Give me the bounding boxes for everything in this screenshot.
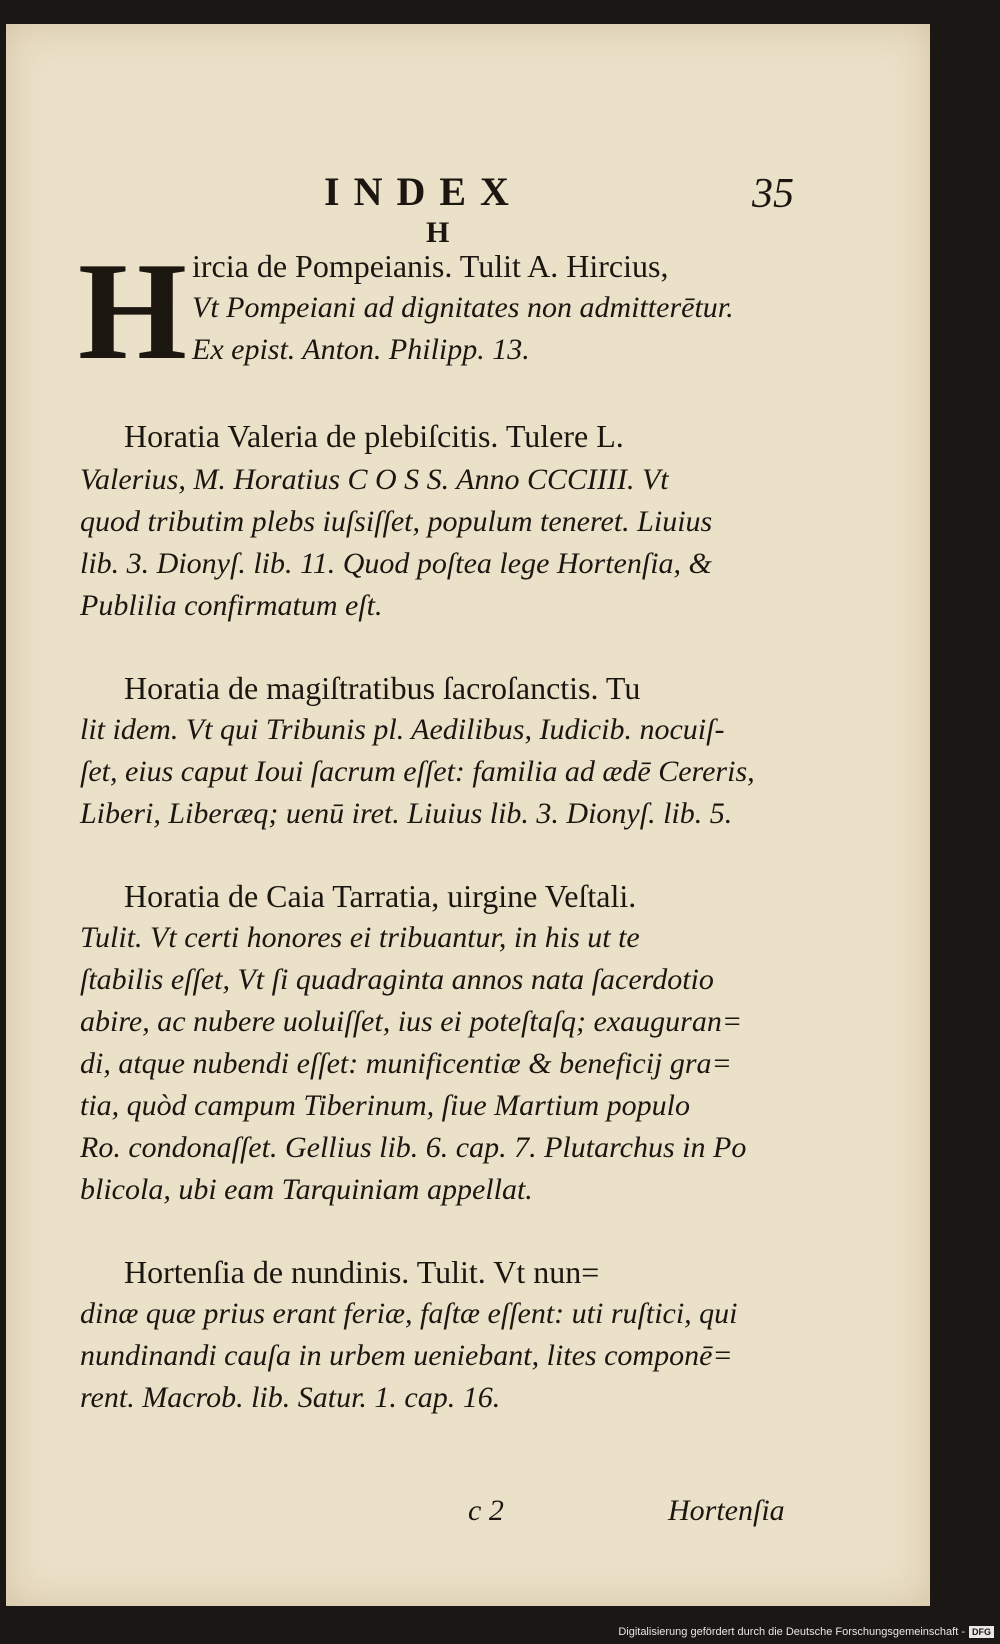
entry-line: ſtabilis eſſet, Vt ſi quadraginta annos nata ſacerdotio [80,963,714,996]
entry-line: nundinandi cauſa in urbem ueniebant, lites componē= [80,1339,733,1372]
entry-line: Hortenſia de nundinis. Tulit. Vt nun= [124,1254,600,1290]
entry-line: ſet, eius caput Ioui ſacrum eſſet: familia ad ædē Cereris, [80,755,755,788]
entry-line: lib. 3. Dionyſ. lib. 11. Quod poſtea lege Hortenſia, & [80,547,712,580]
entry-line: tia, quòd campum Tiberinum, ſiue Martium populo [80,1089,690,1122]
page-number: 35 [752,171,794,217]
dfg-logo: DFG [969,1626,994,1638]
section-letter: H [426,216,450,249]
entry-line: ircia de Pompeianis. Tulit A. Hircius, [192,248,669,284]
entry-line: Liberi, Liberæq; uenū iret. Liuius lib. 3. Dionyſ. lib. 5. [80,797,733,830]
drop-capital: H [78,234,187,389]
entry-line: Tulit. Vt certi honores ei tribuantur, in his ut te [80,921,640,954]
entry-line: Horatia Valeria de plebiſcitis. Tulere L. [124,418,624,454]
entry-line: Horatia de Caia Tarratia, uirgine Veſtali. [124,878,637,914]
signature-mark: c 2 [468,1494,504,1527]
running-head: INDEX [324,169,523,214]
entry-line: Ex epist. Anton. Philipp. 13. [192,333,530,366]
entry-line: lit idem. Vt qui Tribunis pl. Aedilibus, Iudicib. nocuiſ- [80,713,725,746]
entry-line: Ro. condonaſſet. Gellius lib. 6. cap. 7. Plutarchus in Po [80,1131,747,1164]
entry-line: quod tributim plebs iuſsiſſet, populum teneret. Liuius [80,505,713,538]
credit-text: Digitalisierung gefördert durch die Deutsche Forschungsgemeinschaft - [618,1626,965,1638]
entry-line: Vt Pompeiani ad dignitates non admitterētur. [192,291,734,324]
entry-line: rent. Macrob. lib. Satur. 1. cap. 16. [80,1381,501,1414]
digitization-credit [618,1626,994,1638]
catchword: Hortenſia [668,1494,785,1527]
entry-line: Horatia de magiſtratibus ſacroſanctis. Tu [124,670,641,706]
entry-line: di, atque nubendi eſſet: munificentiæ & beneficij gra= [80,1047,732,1080]
entry-line: blicola, ubi eam Tarquiniam appellat. [80,1173,533,1206]
book-page [6,24,930,1606]
entry-line: dinæ quæ prius erant feriæ, faſtæ eſſent: uti ruſtici, qui [80,1297,738,1330]
entry-line: Valerius, M. Horatius C O S S. Anno CCCIIII. Vt [80,463,669,496]
entry-line: Publilia confirmatum eſt. [80,589,383,622]
entry-line: abire, ac nubere uoluiſſet, ius ei poteſtaſq; exauguran= [80,1005,743,1038]
